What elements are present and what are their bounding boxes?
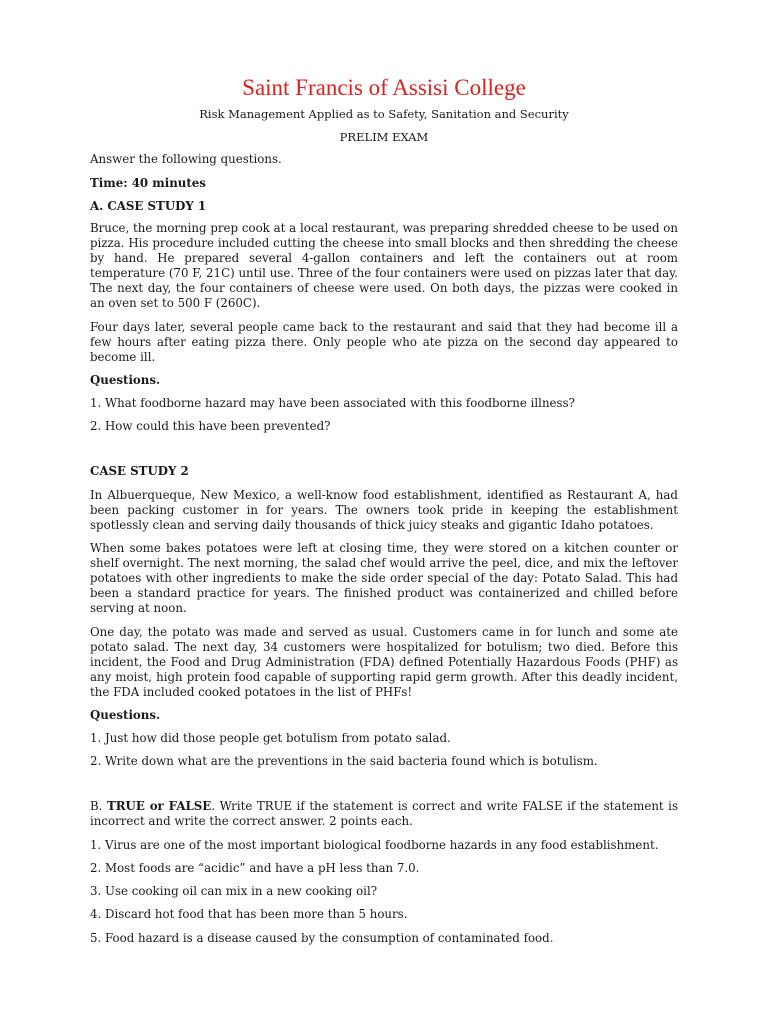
- case-study-2-heading: CASE STUDY 2: [90, 464, 189, 478]
- school-title: Saint Francis of Assisi College: [242, 75, 526, 100]
- time-limit: Time: 40 minutes: [90, 176, 206, 190]
- case-study-1-question-1: 1. What foodborne hazard may have been associated with this foodborne illness?: [90, 396, 575, 410]
- instructions: Answer the following questions.: [90, 152, 282, 166]
- case-study-1-paragraph-1: Bruce, the morning prep cook at a local restaurant, was preparing shredded cheese to be used on pizza. His procedure included cutting the cheese into small blocks and then shredding the cheese by hand. He prepared several 4-gallon containers and left the containers out at room temperature (70 F, 21C) until use. Three of the four containers were used on pizzas later that day. The next day, the four containers of cheese were used. On both days, the pizzas were cooked in an oven set to 500 F (260C).: [90, 221, 678, 310]
- true-false-prefix: B.: [90, 799, 107, 813]
- case-study-2-paragraph-2: When some bakes potatoes were left at closing time, they were stored on a kitchen counter or shelf overnight. The next morning, the salad chef would arrive the peel, dice, and mix the leftover potatoes with other ingredients to make the side order special of the day: Potato Salad. This had been a standard practice for years. The finished product was containerized and chilled before serving at noon.: [90, 541, 678, 615]
- case-study-1-questions-label: Questions.: [90, 373, 161, 387]
- case-study-2-question-2: 2. Write down what are the preventions in the said bacteria found which is botulism.: [90, 754, 598, 768]
- true-false-item-5: 5. Food hazard is a disease caused by the consumption of contaminated food.: [90, 931, 554, 945]
- case-study-2-paragraph-1: In Albuerqueque, New Mexico, a well-know food establishment, identified as Restaurant A, had been packing customer in for years. The owners took pride in keeping the establishment spotlessly clean and serving daily thousands of thick juicy steaks and gigantic Idaho potatoes.: [90, 488, 678, 532]
- exam-type: PRELIM EXAM: [339, 130, 429, 144]
- true-false-instruction-text: . Write TRUE if the statement is correct and write FALSE if the statement is incorrect and write the correct answer. 2 points each.: [90, 799, 679, 828]
- true-false-item-3: 3. Use cooking oil can mix in a new cooking oil?: [90, 884, 378, 898]
- course-title: Risk Management Applied as to Safety, Sanitation and Security: [199, 107, 569, 121]
- case-study-2-question-1: 1. Just how did those people get botulism from potato salad.: [90, 731, 451, 745]
- true-false-instructions: [90, 799, 678, 829]
- case-study-1-question-2: 2. How could this have been prevented?: [90, 419, 331, 433]
- true-false-item-1: 1. Virus are one of the most important biological foodborne hazards in any food establishment.: [90, 838, 659, 852]
- true-false-item-4: 4. Discard hot food that has been more than 5 hours.: [90, 907, 408, 921]
- true-false-item-2: 2. Most foods are “acidic” and have a pH less than 7.0.: [90, 861, 420, 875]
- true-false-label: TRUE or FALSE: [106, 799, 212, 813]
- case-study-2-paragraph-3: One day, the potato was made and served as usual. Customers came in for lunch and some ate potato salad. The next day, 34 customers were hospitalized for botulism; two died. Before this incident, the Food and Drug Administration (FDA) defined Potentially Hazardous Foods (PHF) as any moist, high protein food capable of supporting rapid germ growth. After this deadly incident, the FDA included cooked potatoes in the list of PHFs!: [90, 625, 678, 699]
- case-study-1-paragraph-2: Four days later, several people came back to the restaurant and said that they had become ill a few hours after eating pizza there. Only people who ate pizza on the second day appeared to become ill.: [90, 320, 678, 364]
- case-study-1-heading: A. CASE STUDY 1: [90, 199, 207, 213]
- case-study-2-questions-label: Questions.: [90, 708, 161, 722]
